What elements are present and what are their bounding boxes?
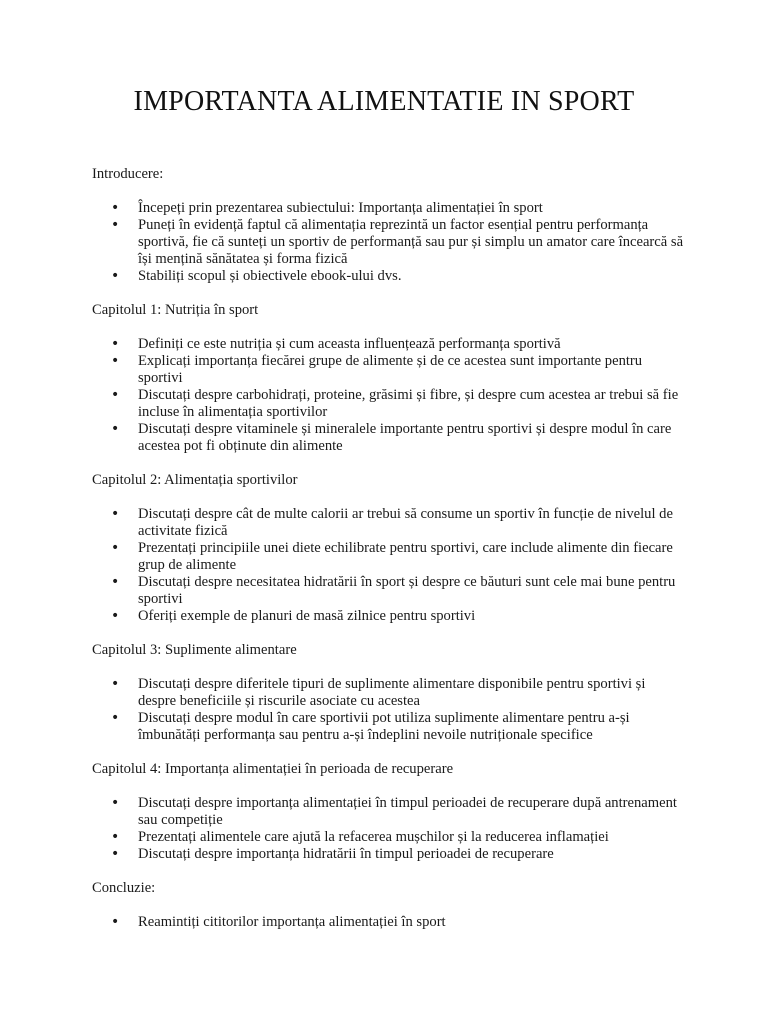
- section-heading: Capitolul 2: Alimentația sportivilor: [92, 472, 298, 488]
- bullet-list: [92, 200, 692, 285]
- bullet-list: [92, 914, 692, 931]
- section-heading: Introducere:: [92, 166, 164, 182]
- section-introducere: [92, 166, 692, 285]
- list-item: • Discutați despre modul în care sportivii pot utiliza suplimente alimentare pentru a-și îmbunătăți performanța sau pentru a-și îndeplini nevoile nutriționale specifice: [92, 710, 684, 744]
- section-heading: Concluzie:: [92, 880, 156, 896]
- page-title: IMPORTANTA ALIMENTATIE IN SPORT: [133, 86, 635, 117]
- list-item: • Discutați despre importanța alimentației în timpul perioadei de recuperare după antrenament sau competiție: [92, 795, 684, 829]
- list-item: • Oferiți exemple de planuri de masă zilnice pentru sportivi: [92, 608, 684, 625]
- list-item: • Reamintiți cititorilor importanța alimentației în sport: [92, 914, 684, 931]
- bullet-list: [92, 795, 692, 863]
- section-capitolul-4: [92, 761, 692, 863]
- list-item: • Prezentați alimentele care ajută la refacerea mușchilor și la reducerea inflamației: [92, 829, 684, 846]
- list-item: • Puneți în evidență faptul că alimentația reprezintă un factor esențial pentru performanța sportivă, fie că sunteți un sportiv de performanță sau pur și simplu un amator care încearcă să își mențină sănătatea și forma fizică: [92, 217, 684, 268]
- document-body: [92, 166, 692, 948]
- list-item: • Stabiliți scopul și obiectivele ebook-ului dvs.: [92, 268, 684, 285]
- list-item: • Discutați despre vitaminele și mineralele importante pentru sportivi și despre modul în care acestea pot fi obținute din alimente: [92, 421, 684, 455]
- list-item: • Discutați despre necesitatea hidratării în sport și despre ce băuturi sunt cele mai bune pentru sportivi: [92, 574, 684, 608]
- section-capitolul-2: [92, 472, 692, 625]
- section-capitolul-3: [92, 642, 692, 744]
- section-concluzie: [92, 880, 692, 931]
- section-capitolul-1: [92, 302, 692, 455]
- section-heading: Capitolul 4: Importanța alimentației în perioada de recuperare: [92, 761, 454, 777]
- list-item: • Prezentați principiile unei diete echilibrate pentru sportivi, care include alimente din fiecare grup de alimente: [92, 540, 684, 574]
- list-item: • Discutați despre cât de multe calorii ar trebui să consume un sportiv în funcție de nivelul de activitate fizică: [92, 506, 684, 540]
- list-item: • Discutați despre carbohidrați, proteine, grăsimi și fibre, și despre cum acestea ar trebui să fie incluse în alimentația sportivilor: [92, 387, 684, 421]
- list-item: • Începeți prin prezentarea subiectului: Importanța alimentației în sport: [92, 200, 684, 217]
- list-item: • Discutați despre importanța hidratării în timpul perioadei de recuperare: [92, 846, 684, 863]
- bullet-list: [92, 506, 692, 625]
- section-heading: Capitolul 1: Nutriția în sport: [92, 302, 259, 318]
- bullet-list: [92, 676, 692, 744]
- list-item: • Discutați despre diferitele tipuri de suplimente alimentare disponibile pentru sportivi și despre beneficiile și riscurile asociate cu acestea: [92, 676, 684, 710]
- list-item: • Definiți ce este nutriția și cum aceasta influențează performanța sportivă: [92, 336, 684, 353]
- list-item: • Explicați importanța fiecărei grupe de alimente și de ce acestea sunt importante pentru sportivi: [92, 353, 684, 387]
- bullet-list: [92, 336, 692, 455]
- section-heading: Capitolul 3: Suplimente alimentare: [92, 642, 297, 658]
